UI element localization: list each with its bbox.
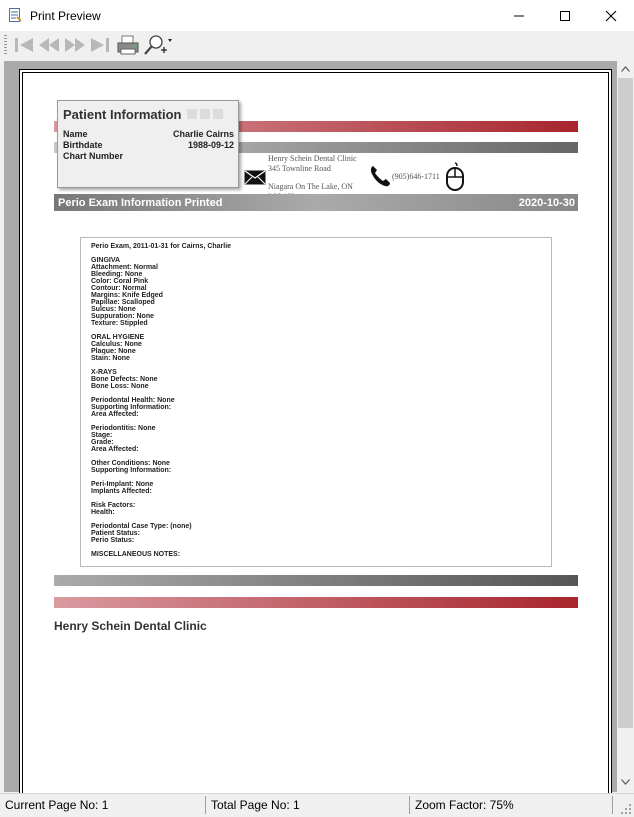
minimize-button[interactable] bbox=[496, 0, 542, 31]
patient-info-cells bbox=[187, 108, 226, 122]
maximize-button[interactable] bbox=[542, 0, 588, 31]
section-title: Perio Exam Information Printed bbox=[58, 197, 223, 209]
patient-birthdate-label: Birthdate bbox=[63, 140, 103, 150]
patient-name-label: Name bbox=[63, 129, 88, 139]
total-page-status: Total Page No: 1 bbox=[211, 798, 300, 812]
last-page-icon[interactable] bbox=[88, 34, 112, 56]
perio-notes-text: Perio Exam, 2011-01-31 for Cairns, Charlie GINGIVA Attachment: Normal Bleeding: None Color: Coral Pink Contour: Normal Margins: Knife Edged Papillae: Scalloped Sulcus: None Suppuration: None Texture: Stippled ORAL HYGIENE Calculus: None Plaque: None Stain: None X-RAYS Bone Defects: None Bone Loss: None Periodontal Health: None Supporting Information: Area Affected: Periodontitis: None Stage: Grade: Area Affected: Other Conditions: None Supporting Information: Peri-Implant: None Implants Affected: Risk Factors: Health: Periodontal Case Type: (none) Patient Status: Perio Status: MISCELLANEOUS NOTES: bbox=[91, 243, 232, 558]
maximize-icon bbox=[559, 10, 571, 22]
patient-chart-label: Chart Number bbox=[63, 151, 124, 161]
print-preview-app-icon bbox=[9, 8, 22, 23]
clinic-address-line3: Niagara On The Lake, ON bbox=[268, 182, 353, 191]
mouse-icon bbox=[445, 162, 465, 192]
scroll-up-icon[interactable] bbox=[621, 66, 630, 72]
scroll-down-icon[interactable] bbox=[621, 779, 630, 785]
next-page-icon[interactable] bbox=[63, 34, 87, 56]
minimize-icon bbox=[513, 10, 525, 22]
print-icon[interactable] bbox=[116, 34, 140, 56]
phone-icon bbox=[369, 165, 391, 187]
vertical-scrollbar[interactable] bbox=[617, 61, 634, 792]
footer-red-bar bbox=[54, 597, 578, 608]
first-page-icon[interactable] bbox=[12, 34, 36, 56]
report-page bbox=[19, 69, 612, 809]
zoom-factor-status: Zoom Factor: 75% bbox=[415, 798, 514, 812]
patient-birthdate-value: 1988-09-12 bbox=[187, 140, 234, 150]
perio-notes-box bbox=[80, 237, 552, 567]
patient-info-title: Patient Information bbox=[63, 107, 182, 122]
patient-info-box bbox=[57, 100, 239, 188]
close-button[interactable] bbox=[588, 0, 634, 31]
clinic-address-line2: 345 Townline Road bbox=[268, 164, 331, 173]
previous-page-icon[interactable] bbox=[37, 34, 61, 56]
close-icon bbox=[605, 10, 617, 22]
status-bar bbox=[0, 793, 634, 817]
footer-gray-bar bbox=[54, 575, 578, 586]
patient-name-value: Charlie Cairns bbox=[172, 129, 234, 139]
clinic-address-top bbox=[268, 154, 357, 174]
resize-grip-icon[interactable] bbox=[620, 803, 632, 815]
title-bar bbox=[0, 0, 634, 32]
mail-icon bbox=[244, 170, 266, 185]
section-date: 2020-10-30 bbox=[518, 197, 575, 209]
clinic-phone: (905)646-1711 bbox=[392, 172, 440, 181]
scrollbar-thumb[interactable] bbox=[618, 78, 633, 728]
toolbar bbox=[0, 31, 634, 60]
current-page-status: Current Page No: 1 bbox=[5, 798, 109, 812]
zoom-icon[interactable] bbox=[143, 34, 173, 56]
toolbar-grip[interactable] bbox=[4, 35, 7, 55]
clinic-address-line1: Henry Schein Dental Clinic bbox=[268, 154, 357, 163]
window-title: Print Preview bbox=[30, 9, 101, 23]
footer-clinic-name: Henry Schein Dental Clinic bbox=[54, 619, 207, 633]
